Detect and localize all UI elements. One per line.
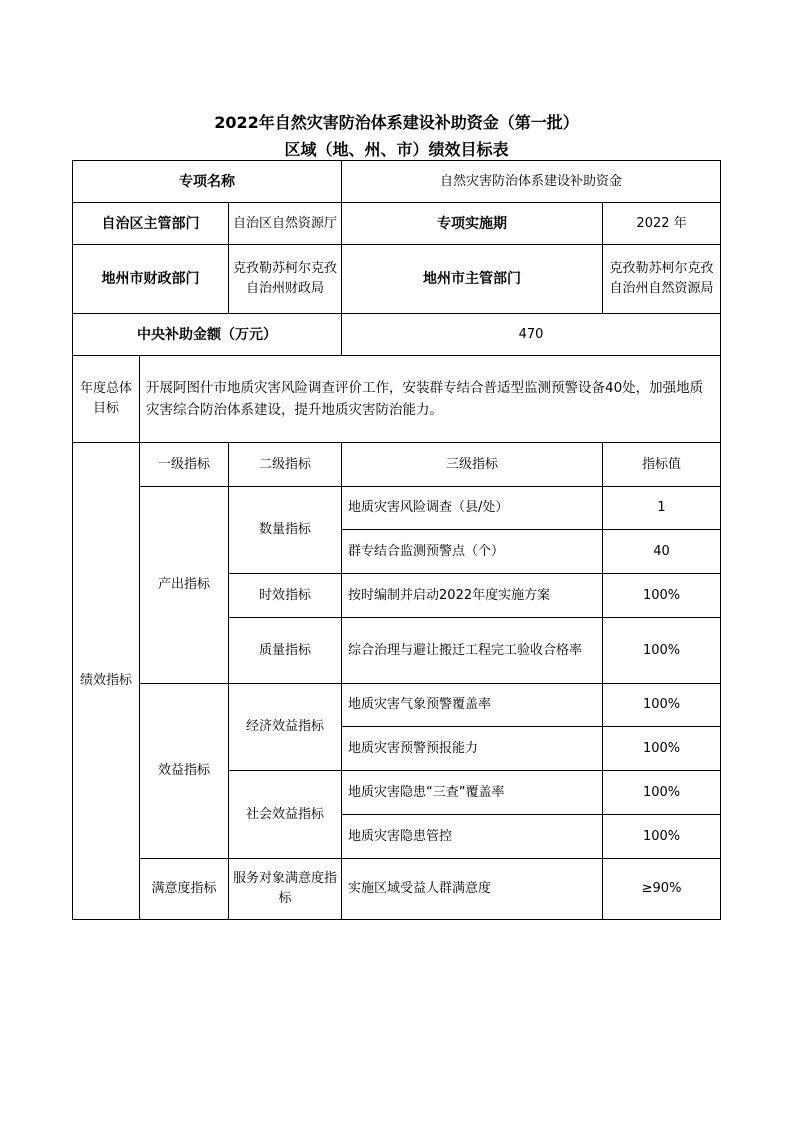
indicator-value: 1 <box>603 487 721 530</box>
header-level2: 二级指标 <box>229 443 342 487</box>
annual-goal-label: 年度总体目标 <box>73 356 140 443</box>
project-name-value: 自然灾害防治体系建设补助资金 <box>342 161 721 203</box>
region-dept-value: 自治区自然资源厅 <box>229 203 342 245</box>
indicator-value: ≥90% <box>603 859 721 920</box>
document-title: 2022年自然灾害防治体系建设补助资金（第一批） <box>214 113 579 132</box>
city-dept-value: 克孜勒苏柯尔克孜自治州自然资源局 <box>603 245 721 314</box>
header-level1: 一级指标 <box>140 443 229 487</box>
table-row <box>73 684 721 727</box>
table-row <box>73 487 721 530</box>
level3-name: 地质灾害风险调查（县/处） <box>342 487 603 530</box>
level3-name: 群专结合监测预警点（个） <box>342 530 603 574</box>
amount-label: 中央补助金额（万元） <box>73 314 342 356</box>
level1-output: 产出指标 <box>140 487 229 684</box>
row-region-dept <box>73 203 721 245</box>
header-value: 指标值 <box>603 443 721 487</box>
document-subtitle: 区域（地、州、市）绩效目标表 <box>284 140 509 159</box>
level3-name: 地质灾害隐患“三查”覆盖率 <box>342 771 603 815</box>
level2-service-satisfaction: 服务对象满意度指标 <box>229 859 342 920</box>
level2-timeliness: 时效指标 <box>229 574 342 618</box>
row-annual-goal <box>73 356 721 443</box>
level3-name: 地质灾害隐患管控 <box>342 815 603 859</box>
row-perf-header <box>73 443 721 487</box>
level3-name: 地质灾害气象预警覆盖率 <box>342 684 603 727</box>
indicator-value: 100% <box>603 618 721 684</box>
indicator-value: 100% <box>603 684 721 727</box>
perf-label: 绩效指标 <box>73 443 140 920</box>
region-dept-label: 自治区主管部门 <box>73 203 229 245</box>
finance-dept-label: 地州市财政部门 <box>73 245 229 314</box>
row-project-name <box>73 161 721 203</box>
indicator-value: 100% <box>603 727 721 771</box>
level1-satisfaction: 满意度指标 <box>140 859 229 920</box>
level2-economic: 经济效益指标 <box>229 684 342 771</box>
city-dept-label: 地州市主管部门 <box>342 245 603 314</box>
level3-name: 综合治理与避让搬迁工程完工验收合格率 <box>342 618 603 684</box>
row-amount <box>73 314 721 356</box>
level2-social: 社会效益指标 <box>229 771 342 859</box>
level3-name: 按时编制并启动2022年度实施方案 <box>342 574 603 618</box>
indicator-value: 100% <box>603 771 721 815</box>
level3-name: 地质灾害预警预报能力 <box>342 727 603 771</box>
indicator-value: 100% <box>603 574 721 618</box>
level3-name: 实施区域受益人群满意度 <box>342 859 603 920</box>
level2-quantity: 数量指标 <box>229 487 342 574</box>
indicator-value: 40 <box>603 530 721 574</box>
annual-goal-value: 开展阿图什市地质灾害风险调查评价工作，安装群专结合普适型监测预警设备40处，加强地质灾害综合防治体系建设，提升地质灾害防治能力。 <box>140 356 721 443</box>
header-level3: 三级指标 <box>342 443 603 487</box>
period-label: 专项实施期 <box>342 203 603 245</box>
level2-quality: 质量指标 <box>229 618 342 684</box>
amount-value: 470 <box>342 314 721 356</box>
finance-dept-value: 克孜勒苏柯尔克孜自治州财政局 <box>229 245 342 314</box>
project-name-label: 专项名称 <box>73 161 342 203</box>
table-row <box>73 859 721 920</box>
performance-target-table <box>72 160 721 920</box>
indicator-value: 100% <box>603 815 721 859</box>
row-finance-dept <box>73 245 721 314</box>
period-value: 2022 年 <box>603 203 721 245</box>
level1-benefit: 效益指标 <box>140 684 229 859</box>
